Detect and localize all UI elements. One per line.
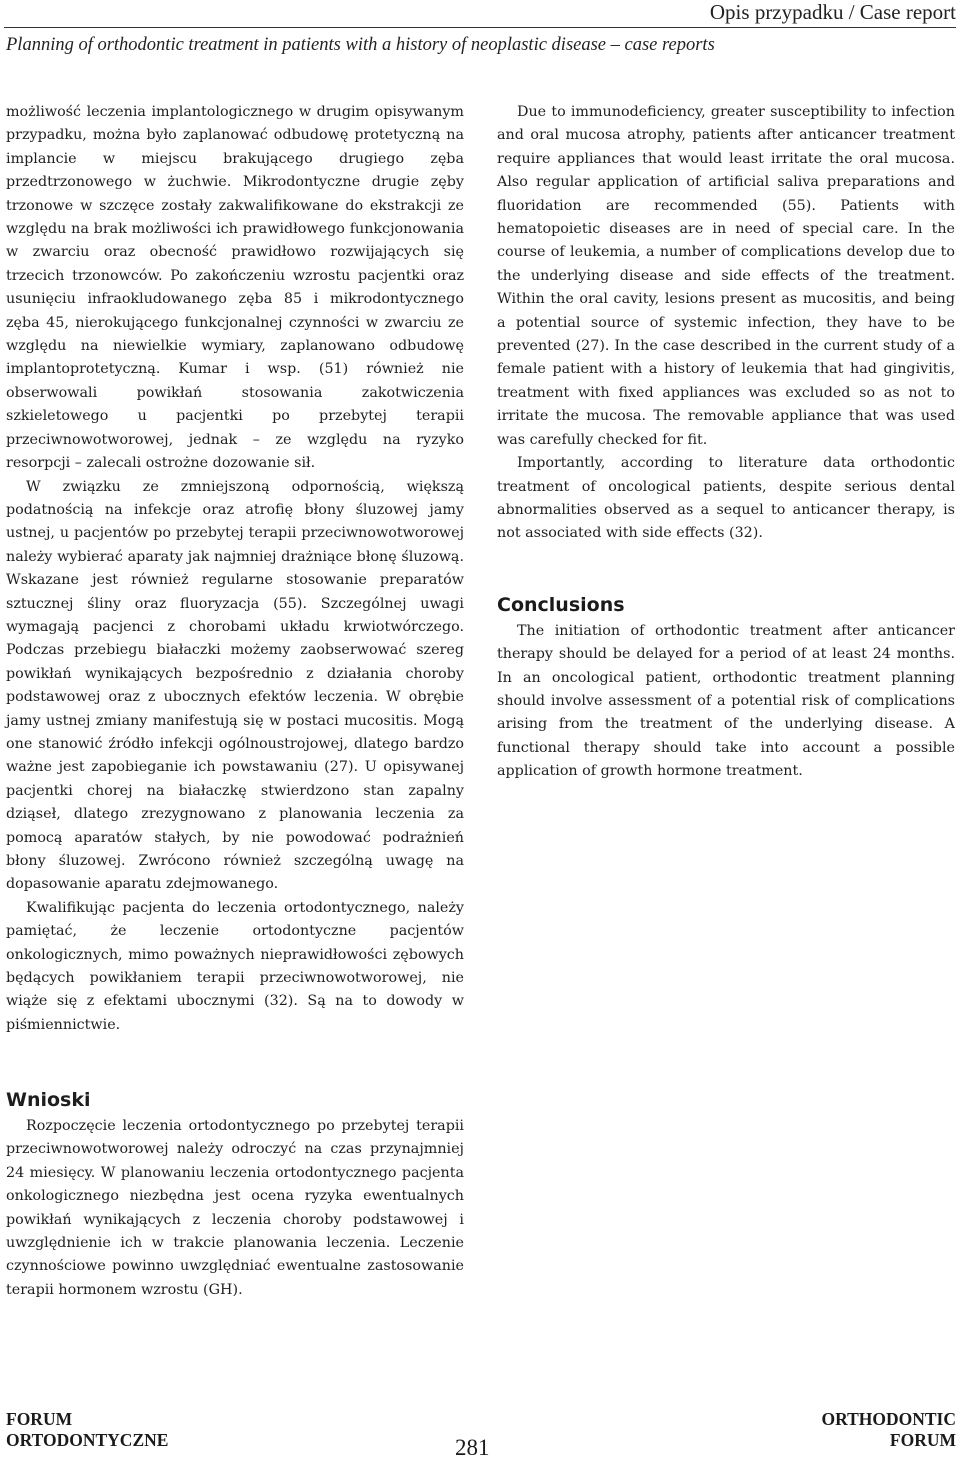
- conclusions-heading: Conclusions: [497, 593, 625, 616]
- wnioski-section: [6, 1087, 464, 1302]
- footer-left-line-1: FORUM: [6, 1409, 73, 1429]
- wnioski-heading: Wnioski: [6, 1089, 91, 1111]
- right-paragraph-2: Importantly, according to literature data orthodontic treatment of oncological patients, despite serious dental abnormalities observed as a sequel to anticancer therapy, is not associated with side effects (32).: [497, 455, 955, 542]
- wnioski-text: Rozpoczęcie leczenia ortodontycznego po przebytej terapii przeciwnowotworowej należy odroczyć na czas przynajmniej 24 miesięcy. W planowaniu leczenia ortodontycznego pacjenta onkologicznego niezbędna jest ocena ryzyka ewentualnych powikłań wynikających z leczenia choroby podstawowej i uwzględnienie ich w trakcie planowania leczenia. Leczenie czynnościowe powinno uwzględniać ewentualne zastosowanie terapii hormonem wzrostu (GH).: [6, 1118, 464, 1298]
- left-paragraph-1: możliwość leczenia implantologicznego w drugim opisywanym przypadku, można było zaplanować odbudowę protetyczną na implancie w miejscu brakującego drugiego zęba przedtrzonowego w żuchwie. Mikrodontyczne drugie zęby trzonowe w szczęce zostały zakwalifikowane do ekstrakcji ze względu na brak możliwości ich prawidłowego funkcjonowania w zwarciu oraz obecność prawidłowo rozwijających się trzecich trzonowców. Po zakończeniu wzrostu pacjentki oraz usunięciu infraokludowanego zęba 85 i mikrodontycznego zęba 45, nierokującego funkcjonalnej czynności w zwarciu ze względu na niewielkie wymiary, zaplanowano odbudowę implantoprotetyczną. Kumar i wsp. (51) również nie obserwowali powikłań stosowania zakotwiczenia szkieletowego u pacjentki po przebytej terapii przeciwnowotworowej, jednak – ze względu na ryzyko resorpcji – zalecali ostrożne dozowanie sił.: [6, 104, 464, 472]
- page-header: [0, 0, 960, 62]
- page-number: 281: [455, 1435, 490, 1460]
- footer-journal-name-en: [821, 1409, 956, 1451]
- left-column: [6, 101, 464, 1037]
- right-column: [497, 101, 955, 784]
- section-label: Opis przypadku / Case report: [709, 0, 956, 24]
- right-paragraph-1: Due to immunodeficiency, greater susceptibility to infection and oral mucosa atrophy, patients after anticancer treatment require appliances that would least irritate the oral mucosa. Also regular application of artificial saliva preparations and fluoridation are recommended (55). Patients with hematopoietic diseases are in need of special care. In the course of leukemia, a number of complications develop due to the underlying disease and side effects of the treatment. Within the oral cavity, lesions present as mucositis, and being a potential source of systemic infection, they have to be prevented (27). In the case described in the current study of a female patient with a history of leukemia that had gingivitis, treatment with fixed appliances was excluded so as not to irritate the mucosa. The removable appliance that was used was carefully checked for fit.: [497, 104, 955, 448]
- left-paragraph-2: W związku ze zmniejszoną odpornością, większą podatnością na infekcje oraz atrofię błony śluzowej jamy ustnej, u pacjentów po przebytej terapii przeciwnowotworowej należy wybierać aparaty jak najmniej drażniące błonę śluzową. Wskazane jest również regularne stosowanie preparatów sztucznej śliny oraz fluoryzacja (55). Szczególnej uwagi wymagają pacjenci z chorobami układu krwiotwórczego. Podczas przebiegu białaczki możemy zaobserwować szereg powikłań wynikających bezpośrednio z działania choroby podstawowej oraz z ubocznych efektów leczenia. W obrębie jamy ustnej zmiany manifestują się w postaci mucositis. Mogą one stanowić źródło infekcji ogólnoustrojowej, dlatego bardzo ważne jest zapobieganie ich powstawaniu (27). U opisywanej pacjentki chorej na białaczkę stwierdzono stan zapalny dziąseł, dlatego zrezygnowano z planowania leczenia za pomocą aparatów stałych, by nie powodować podrażnień błony śluzowej. Zwrócono również szczególną uwagę na dopasowanie aparatu zdejmowanego.: [6, 478, 464, 893]
- header-divider: [4, 27, 956, 28]
- left-paragraph-3: Kwalifikując pacjenta do leczenia ortodontycznego, należy pamiętać, że leczenie ortodontyczne pacjentów onkologicznych, mimo poważnych nieprawidłowości zębowych będących powikłaniem terapii przeciwnowotworowej, nie wiąże się z efektami ubocznymi (32). Są na to dowody w piśmiennictwie.: [6, 899, 464, 1033]
- footer-right-line-2: FORUM: [889, 1430, 956, 1450]
- footer-right-line-1: ORTHODONTIC: [821, 1409, 956, 1429]
- footer-left-line-2: ORTODONTYCZNE: [6, 1430, 169, 1450]
- footer-journal-name-pl: [6, 1409, 168, 1451]
- conclusions-text: The initiation of orthodontic treatment after anticancer therapy should be delayed for a period of at least 24 months. In an oncological patient, orthodontic treatment planning should involve assessment of a potential risk of complications arising from the treatment of the underlying disease. A functional therapy should take into account a possible application of growth hormone treatment.: [497, 622, 955, 780]
- running-title: Planning of orthodontic treatment in patients with a history of neoplastic disease – case reports: [6, 35, 715, 55]
